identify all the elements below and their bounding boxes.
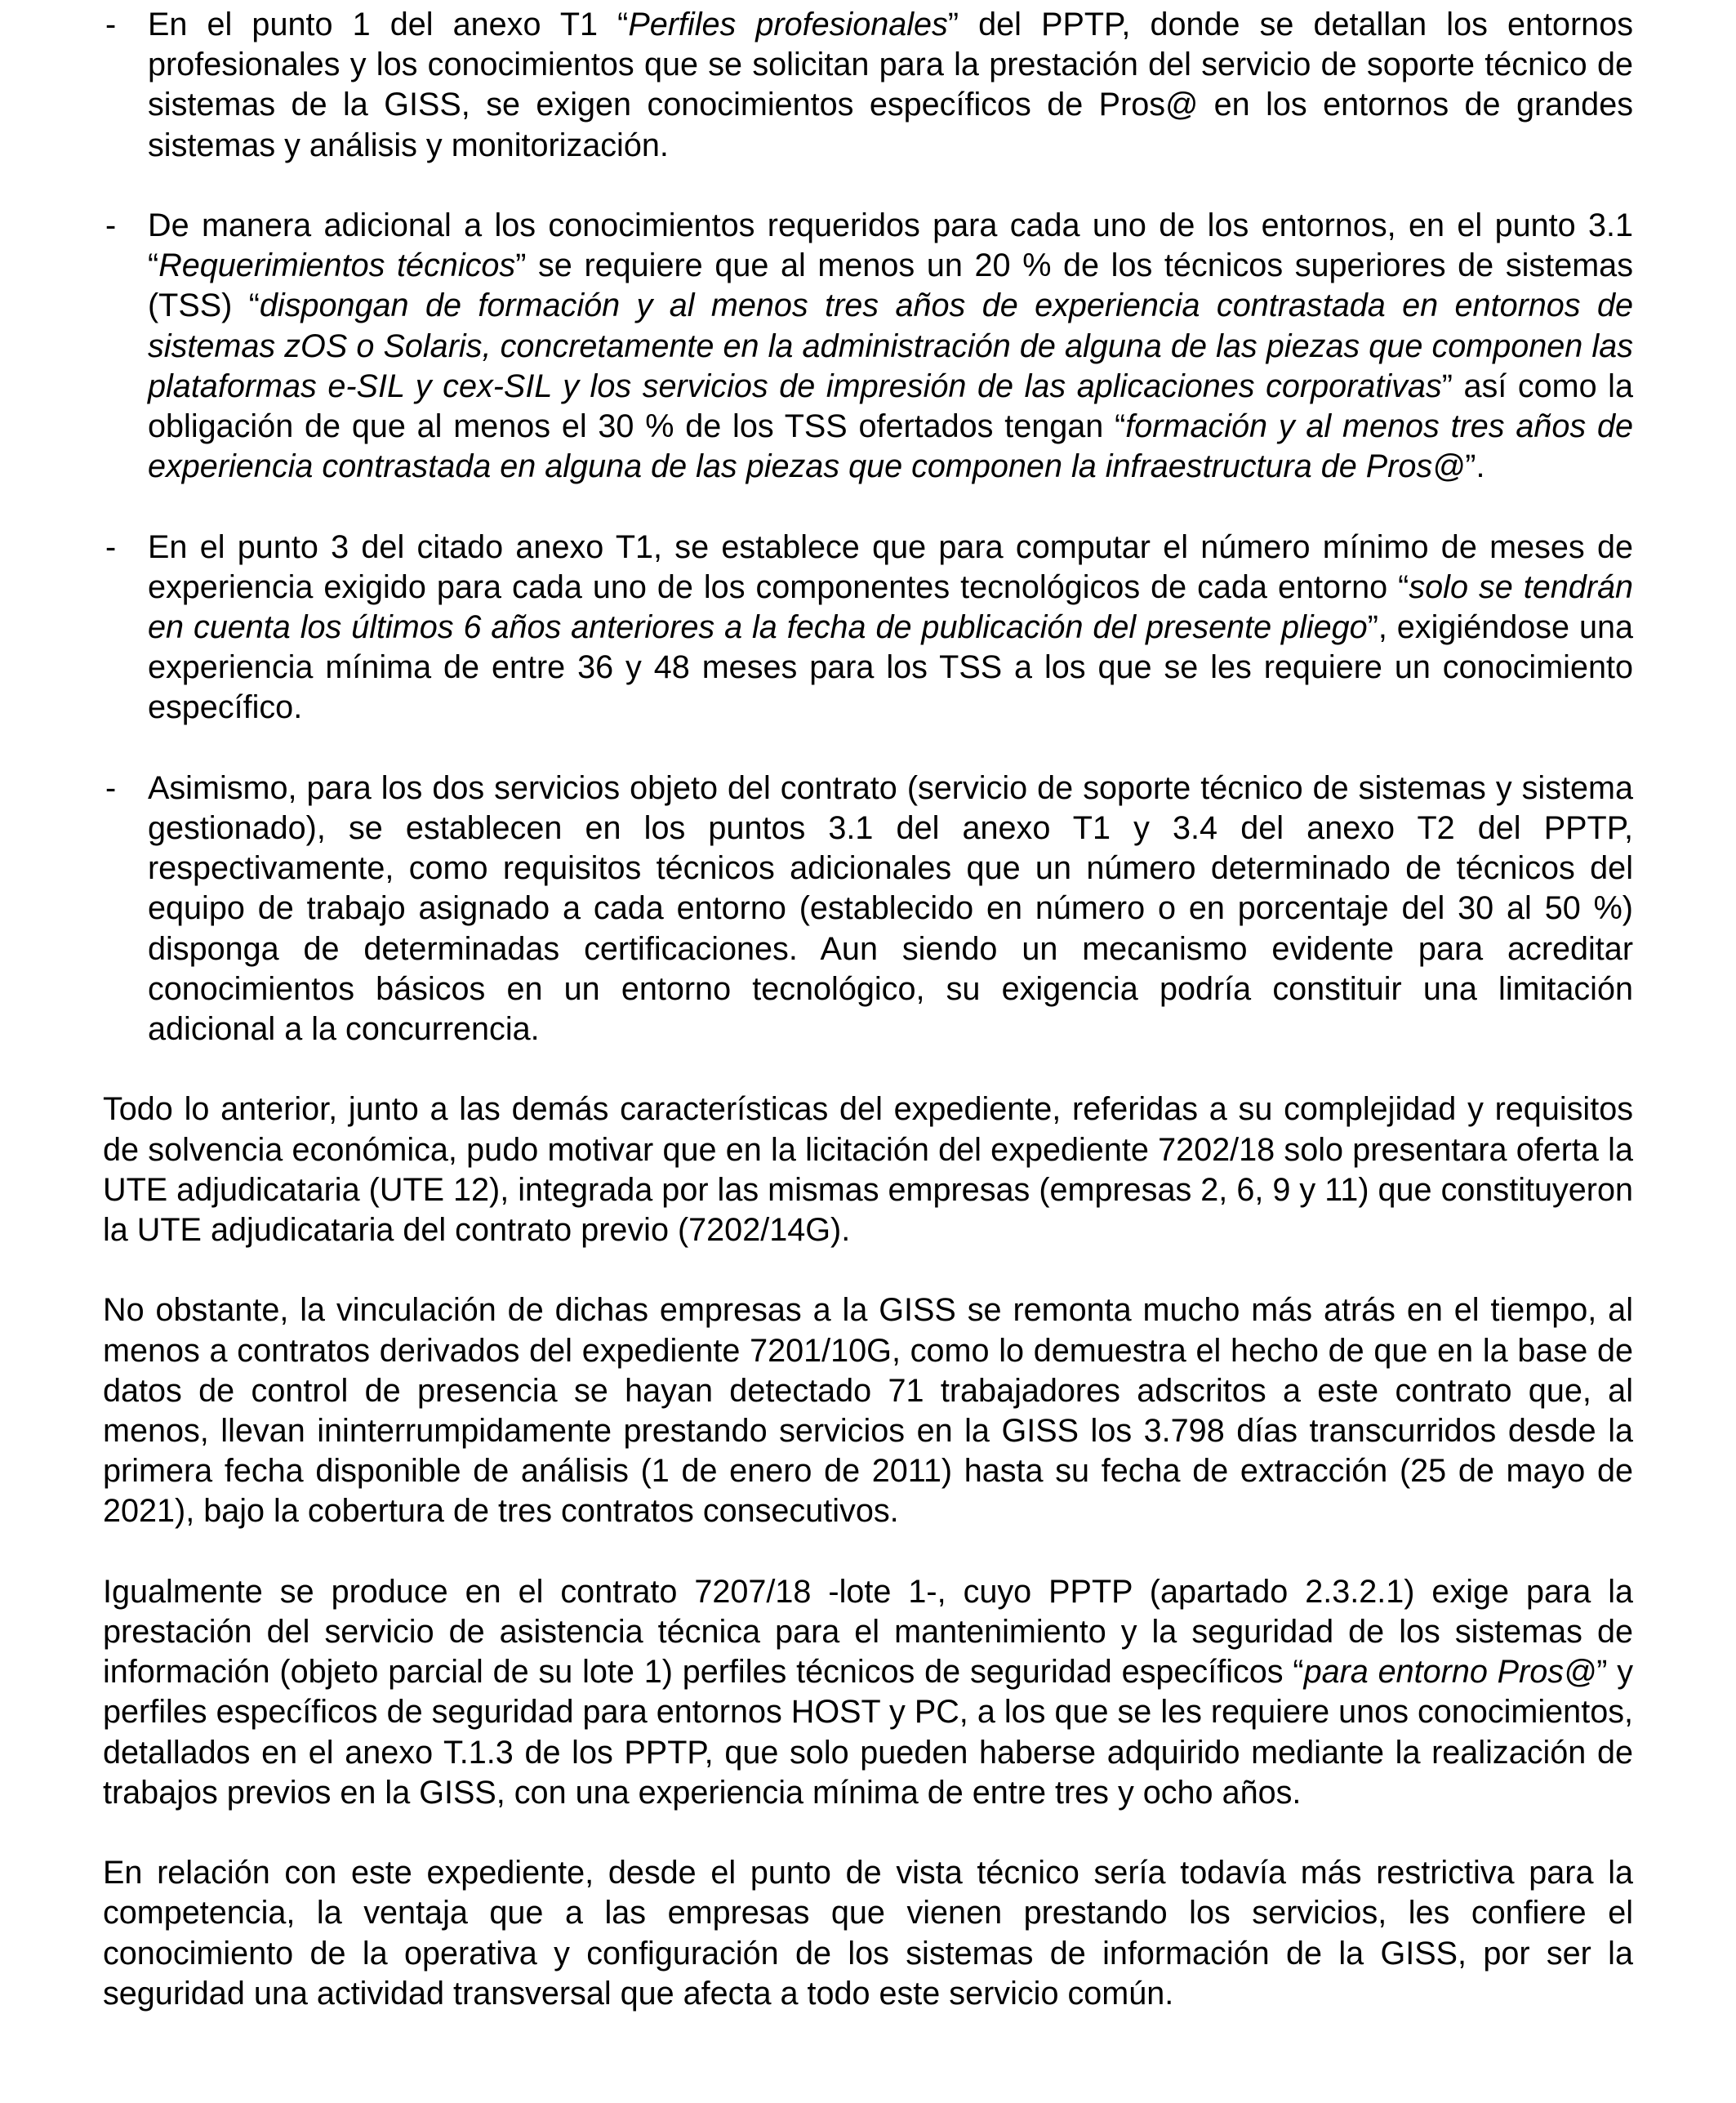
bullet-text <box>148 769 1633 1049</box>
text-segment: ” así como la obligación de que al menos el 30 % de los TSS ofertados tengan “ <box>148 368 1633 445</box>
text-segment: ” del PPTP, donde se detallan los entornos profesionales y los conocimientos que se solicitan para la prestación del servicio de soporte técnico de sistemas de la GISS, se exigen conocimientos específicos de Pros@ en los entornos de grandes sistemas y análisis y monitorización. <box>148 7 1633 163</box>
body-paragraph <box>103 1572 1633 1813</box>
italic-segment: dispongan de formación y al menos tres años de experiencia contrastada en entornos de sistemas zOS o Solaris, concretamente en la administración de alguna de las piezas que componen las plataformas e-SIL y cex-SIL y los servicios de impresión de las aplicaciones corporativas <box>148 287 1633 404</box>
text-segment: En el punto 1 del anexo T1 “ <box>148 7 629 42</box>
text-segment: ” y perfiles específicos de seguridad para entornos HOST y PC, a los que se les requiere unos conocimientos, detallados en el anexo T.1.3 de los PPTP, que solo pueden haberse adquirido mediante la realización de trabajos previos en la GISS, con una experiencia mínima de entre tres y ocho años. <box>103 1654 1634 1811</box>
bullet-text <box>148 5 1633 166</box>
bullet-dash: - <box>105 528 117 565</box>
document-page <box>103 5 1633 2014</box>
bullet-item <box>103 769 1633 1049</box>
text-segment: ” se requiere que al menos un 20 % de los técnicos superiores de sistemas (TSS) “ <box>148 247 1633 324</box>
italic-segment: formación y al menos tres años de experiencia contrastada en alguna de las piezas que componen la infraestructura de Pros@ <box>148 408 1633 485</box>
text-segment: Todo lo anterior, junto a las demás características del expediente, referidas a su complejidad y requisitos de solvencia económica, pudo motivar que en la licitación del expediente 7202/18 solo presentara oferta la UTE adjudicataria (UTE 12), integrada por las mismas empresas (empresas 2, 6, 9 y 11) que constituyeron la UTE adjudicataria del contrato previo (7202/14G). <box>103 1091 1633 1249</box>
body-paragraph <box>103 1089 1633 1250</box>
italic-segment: para entorno Pros@ <box>1303 1654 1597 1691</box>
italic-segment: solo se tendrán en cuenta los últimos 6 años anteriores a la fecha de publicación del presente pliego <box>148 568 1633 646</box>
text-segment: En el punto 3 del citado anexo T1, se establece que para computar el número mínimo de meses de experiencia exigido para cada uno de los componentes tecnológicos de cada entorno “ <box>148 528 1633 605</box>
text-segment: ”, exigiéndose una experiencia mínima de entre 36 y 48 meses para los TSS a los que se les requiere un conocimiento específico. <box>148 609 1633 726</box>
text-segment: De manera adicional a los conocimientos requeridos para cada uno de los entornos, en el punto 3.1 “ <box>148 207 1633 284</box>
bullet-dash: - <box>105 769 117 806</box>
bullet-text <box>148 206 1633 487</box>
text-segment: No obstante, la vinculación de dichas empresas a la GISS se remonta mucho más atrás en el tiempo, al menos a contratos derivados del expediente 7201/10G, como lo demuestra el hecho de que en la base de datos de control de presencia se hayan detectado 71 trabajadores adscritos a este contrato que, al menos, llevan ininterrumpidamente prestando servicios en la GISS los 3.798 días transcurridos desde la primera fecha disponible de análisis (1 de enero de 2011) hasta su fecha de extracción (25 de mayo de 2021), bajo la cobertura de tres contratos consecutivos. <box>103 1292 1633 1530</box>
italic-segment: Perfiles profesionales <box>628 7 948 42</box>
text-segment: ”. <box>1465 448 1485 485</box>
bullet-dash: - <box>105 7 117 42</box>
text-segment: En relación con este expediente, desde el punto de vista técnico sería todavía más restrictiva para la competencia, la ventaja que a las empresas que vienen prestando los servicios, les confiere el conocimiento de la operativa y configuración de los sistemas de información de la GISS, por ser la seguridad una actividad transversal que afecta a todo este servicio común. <box>103 1855 1633 2012</box>
body-paragraph <box>103 1853 1633 2014</box>
text-segment: Asimismo, para los dos servicios objeto del contrato (servicio de soporte técnico de sistemas y sistema gestionado), se establecen en los puntos 3.1 del anexo T1 y 3.4 del anexo T2 del PPTP, respectivamente, como requisitos técnicos adicionales que un número determinado de técnicos del equipo de trabajo asignado a cada entorno (establecido en número o en porcentaje del 30 al 50 %) disponga de determinadas certificaciones. Aun siendo un mecanismo evidente para acreditar conocimientos básicos en un entorno tecnológico, su exigencia podría constituir una limitación adicional a la concurrencia. <box>148 769 1633 1048</box>
bullet-dash: - <box>105 207 117 243</box>
italic-segment: Requerimientos técnicos <box>158 247 516 284</box>
body-paragraph <box>103 1290 1633 1531</box>
bullet-item <box>103 528 1633 728</box>
text-segment: Igualmente se produce en el contrato 7207/18 -lote 1-, cuyo PPTP (apartado 2.3.2.1) exige para la prestación del servicio de asistencia técnica para el mantenimiento y la seguridad de los sistemas de información (objeto parcial de su lote 1) perfiles técnicos de seguridad específicos “ <box>103 1573 1633 1691</box>
bullet-text <box>148 528 1633 728</box>
bullet-item <box>103 5 1633 166</box>
bullet-item <box>103 206 1633 487</box>
